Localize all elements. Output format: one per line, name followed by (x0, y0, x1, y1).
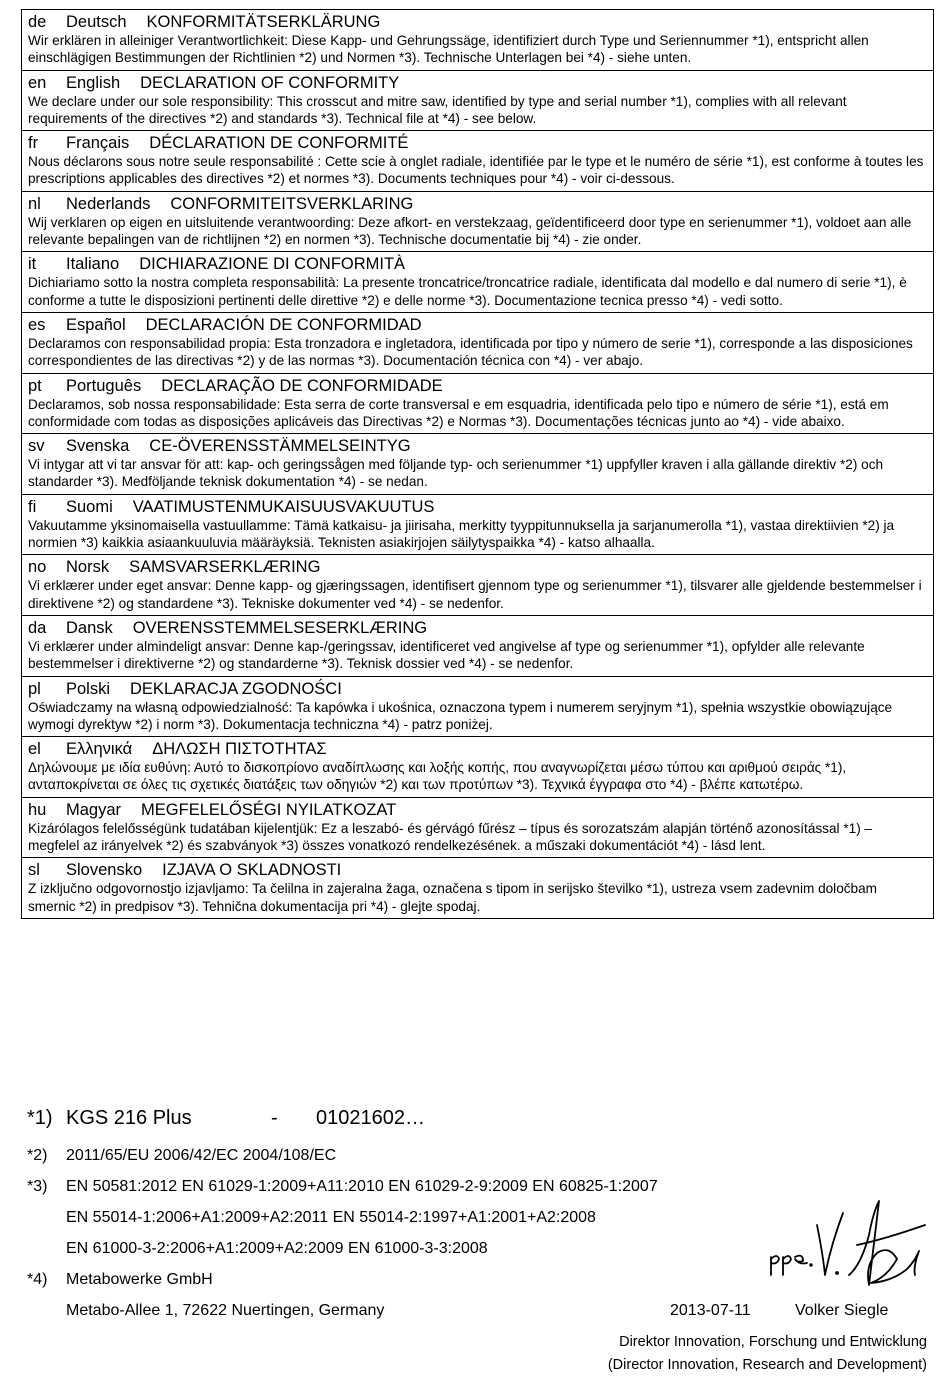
row-heading (28, 376, 927, 396)
language-code: fr (28, 134, 39, 153)
declaration-row-sv (22, 433, 933, 494)
language-code: es (28, 315, 46, 334)
language-name: Ελληνικά (66, 740, 133, 759)
declaration-text: Oświadczamy na własną odpowiedzialność: Ta kapówka i ukośnica, oznaczona typem i numerem seryjnym *1), spełnia wszystkie obowiązujące wymogi dyrektyw *2) i norm *3). Dokumentacja techniczna *4) - patrz poniżej. (28, 699, 893, 732)
declaration-text: Wij verklaren op eigen en uitsluitende verantwoording: Deze afkort- en verstekzaag, geïdentificeerd door type en serienummer *1), voldoet aan alle relevante bepalingen van de richtlijnen *2) en normen *3). Technische documentatie bij *4) - zie onder. (28, 214, 912, 248)
language-name: Svenska (66, 437, 130, 456)
declaration-text: Nous déclarons sous notre seule responsabilité : Cette scie à onglet radiale, identifiée par le type et le numéro de série *1), est conforme à toutes les prescriptions applicables des directives *2) et normes *3). Documents techniques pour *4) - voir ci-dessous. (28, 154, 924, 187)
declaration-text: Z izključno odgovornostjo izjavljamo: Ta čelilna in zajeralna žaga, označena s tipom in serijsko številko *1), ustreza vsem zadevnim določbam smernic *2) in predpisov *3). Tehnična dokumentacija pri *4) - glejte spodaj. (28, 881, 878, 914)
language-name: Slovensko (66, 861, 143, 880)
declaration-text: Kizárólagos felelősségünk tudatában kijelentjük: Ez a leszabó- és gérvágó fűrész – típus és sorozatszám alapján történő azonosítással *1) – megfelel az irányelvek *2) és szabványok *3) összes vonatkozó rendelkezésének. a műszaki dokumentációt *4) - lásd lent. (28, 820, 873, 854)
declaration-title: DEKLARACJA ZGODNOŚCI (130, 679, 342, 698)
language-code: en (28, 73, 47, 92)
model-dash: - (271, 1107, 278, 1129)
declaration-title: DÉCLARATION DE CONFORMITÉ (149, 134, 409, 153)
row-heading (28, 618, 927, 638)
row-heading (28, 436, 927, 456)
language-code: sl (28, 861, 40, 880)
declaration-text: Vi erklærer under eget ansvar: Denne kapp- og gjæringssagen, identifisert gjennom type og serienummer *1), tilsvarer alle gjeldende bestemmelser i direktivene *2) og standardene *3). Tekniske dokumenter ved *4) - se nedenfor. (28, 578, 922, 611)
position-en: (Director Innovation, Research and Development) (607, 1357, 927, 1373)
row-heading (28, 194, 927, 214)
handwritten-signature (765, 1195, 940, 1305)
declaration-row-es (22, 312, 933, 373)
row-heading (28, 679, 927, 699)
declaration-text: Vakuutamme yksinomaisella vastuullamme: Tämä katkaisu- ja jiirisaha, merkitty tyyppitunnuksella ja sarjanumerolla *1), vastaa direktiivien *2) ja normien *3) kaikkia asiaankuuluvia määräyksiä. Teknisten asiakirjojen säilytyspaikka *4) - katso alhaalla. (28, 517, 895, 551)
language-name: Magyar (66, 800, 122, 819)
declaration-text: We declare under our sole responsibility: This crosscut and mitre saw, identified by type and serial number *1), complies with all relevant requirements of the directives *2) and standards *3). Technical file at *4) - see below. (28, 93, 847, 126)
row-heading (28, 497, 927, 517)
declaration-row-no (22, 554, 933, 615)
declaration-title: ΔΗΛΩΣΗ ΠΙΣΤΟΤΗΤΑΣ (152, 740, 327, 759)
declaration-title: KONFORMITÄTSERKLÄRUNG (146, 13, 381, 31)
row-heading (28, 254, 927, 274)
standards-line-1: EN 50581:2012 EN 61029-1:2009+A11:2010 EN 61029-2-9:2009 EN 60825-1:2007 (66, 1178, 658, 1195)
declaration-title: SAMSVARSERKLÆRING (129, 558, 321, 577)
model-name: KGS 216 Plus (66, 1107, 192, 1129)
ref1-marker: *1) (27, 1107, 53, 1129)
declaration-text: Wir erklären in alleiniger Verantwortlichkeit: Diese Kapp- und Gehrungssäge, identifiziert durch Type und Seriennummer *1), entspricht allen einschlägigen Bestimmungen der Richtlinien *2) und Normen *3). Technische Unterlagen bei *4) - siehe unten. (28, 33, 869, 66)
declaration-title: OVERENSSTEMMELSESERKLÆRING (132, 618, 428, 637)
ref2-marker: *2) (27, 1147, 48, 1164)
company-address: Metabo-Allee 1, 72622 Nuertingen, Germany (66, 1302, 385, 1319)
row-heading (28, 860, 927, 880)
row-heading (28, 739, 927, 759)
language-code: it (28, 255, 37, 274)
language-code: sv (28, 437, 45, 456)
signatory-name: Volker Siegle (795, 1302, 889, 1319)
language-code: no (28, 558, 47, 577)
language-name: English (66, 73, 121, 92)
declaration-title: DECLARATION OF CONFORMITY (140, 73, 400, 92)
declaration-row-it (22, 251, 933, 312)
language-name: Polski (66, 679, 111, 698)
language-name: Nederlands (66, 194, 151, 213)
language-code: pl (28, 679, 41, 698)
declaration-row-fi (22, 494, 933, 555)
row-heading (28, 133, 927, 153)
declaration-text: Declaramos con responsabilidad propia: Esta tronzadora e ingletadora, identificada por tipo y número de serie *1), corresponde a las disposiciones correspondientes de las directivas *2) y de las normas *3). Documentación técnica con *4) - ver abajo. (28, 335, 913, 369)
company-name: Metabowerke GmbH (66, 1271, 213, 1288)
declaration-row-de (22, 10, 933, 70)
directives: 2011/65/EU 2006/42/EC 2004/108/EC (66, 1147, 337, 1164)
declaration-title: MEGFELELŐSÉGI NYILATKOZAT (141, 800, 397, 819)
declaration-title: DECLARAÇÃO DE CONFORMIDADE (161, 376, 443, 395)
language-name: Português (66, 376, 142, 395)
declaration-text: Vi intygar att vi tar ansvar för att: kap- och geringssågen med följande typ- och serienummer *1) uppfyller kraven i alla gällande direktiv *2) och standarder *3). Medföljande teknisk dokumentation *4) - se nedan. (28, 457, 884, 490)
row-heading (28, 315, 927, 335)
declaration-row-pl (22, 676, 933, 737)
language-name: Deutsch (66, 13, 127, 31)
declaration-row-nl (22, 191, 933, 252)
language-code: nl (28, 194, 41, 213)
language-code: fi (28, 497, 37, 516)
standards-line-2: EN 55014-1:2006+A1:2009+A2:2011 EN 55014-2:1997+A1:2001+A2:2008 (66, 1209, 596, 1226)
language-name: Español (66, 315, 126, 334)
position-de: Direktor Innovation, Forschung und Entwicklung (619, 1334, 927, 1350)
row-heading (28, 12, 927, 32)
declaration-title: VAATIMUSTENMUKAISUUSVAKUUTUS (132, 497, 435, 516)
declaration-row-sl (22, 857, 933, 918)
declaration-text: Declaramos, sob nossa responsabilidade: Esta serra de corte transversal e em esquadria, identificada pelo tipo e número de série *1), está em conformidade com todas as disposições aplicáveis das Directivas *2) e Normas *3). Documentações técnicas junto ao *4) - vide abaixo. (28, 396, 889, 429)
language-code: pt (28, 376, 42, 395)
declaration-text: Δηλώνουμε με ιδία ευθύνη: Αυτό το δισκοπρίονο αναδίπλωσης και λοξής κοπής, που αναγνωρίζεται μέσω τύπου και αριθμού σειράς *1), ανταποκρίνεται σε όλες τις σχετικές διατάξεις των οδηγιών *2) και των προτύπων *3). Τεχνικά έγγραφα στο *4) - βλέπε κατωτέρω. (28, 760, 847, 793)
language-name: Norsk (66, 558, 110, 577)
declaration-row-da (22, 615, 933, 676)
declaration-title: CE-ÖVERENSSTÄMMELSEINTYG (149, 437, 411, 456)
signature-date: 2013-07-11 (670, 1302, 751, 1319)
declaration-row-fr (22, 130, 933, 191)
language-code: el (28, 740, 41, 759)
language-code: de (28, 13, 47, 31)
declaration-title: DICHIARAZIONE DI CONFORMITÀ (139, 255, 406, 274)
declaration-title: DECLARACIÓN DE CONFORMIDAD (145, 315, 422, 334)
row-heading (28, 73, 927, 93)
declaration-row-hu (22, 797, 933, 858)
declaration-row-el (22, 736, 933, 797)
language-name: Italiano (66, 255, 120, 274)
serial-number: 01021602… (316, 1107, 425, 1129)
row-heading (28, 557, 927, 577)
declaration-table (21, 9, 934, 919)
ref3-marker: *3) (27, 1178, 48, 1195)
language-name: Français (66, 134, 130, 153)
declaration-text: Dichiariamo sotto la nostra completa responsabilità: La presente troncatrice/troncatrice radiale, identificata dal modello e dal numero di serie *1), è conforme a tutte le disposizioni pertinenti delle direttive *2) e delle norme *3). Documentazione tecnica presso *4) - vedi sotto. (28, 275, 907, 308)
declaration-row-en (22, 70, 933, 131)
declaration-row-pt (22, 373, 933, 434)
declaration-title: CONFORMITEITSVERKLARING (170, 194, 414, 213)
row-heading (28, 800, 927, 820)
declaration-text: Vi erklærer under almindeligt ansvar: Denne kap-/geringssav, identificeret ved angivelse af type og serienummer *1), opfylder alle relevante bestemmelser i direktiverne *2) og standarderne *3). Teknisk dossier ved *4) - se nedenfor. (28, 638, 865, 672)
standards-line-3: EN 61000-3-2:2006+A1:2009+A2:2009 EN 61000-3-3:2008 (66, 1240, 488, 1257)
language-name: Dansk (66, 618, 113, 637)
ref4-marker: *4) (27, 1271, 48, 1288)
language-name: Suomi (66, 497, 113, 516)
declaration-title: IZJAVA O SKLADNOSTI (162, 861, 342, 880)
language-code: hu (28, 800, 47, 819)
language-code: da (28, 618, 47, 637)
